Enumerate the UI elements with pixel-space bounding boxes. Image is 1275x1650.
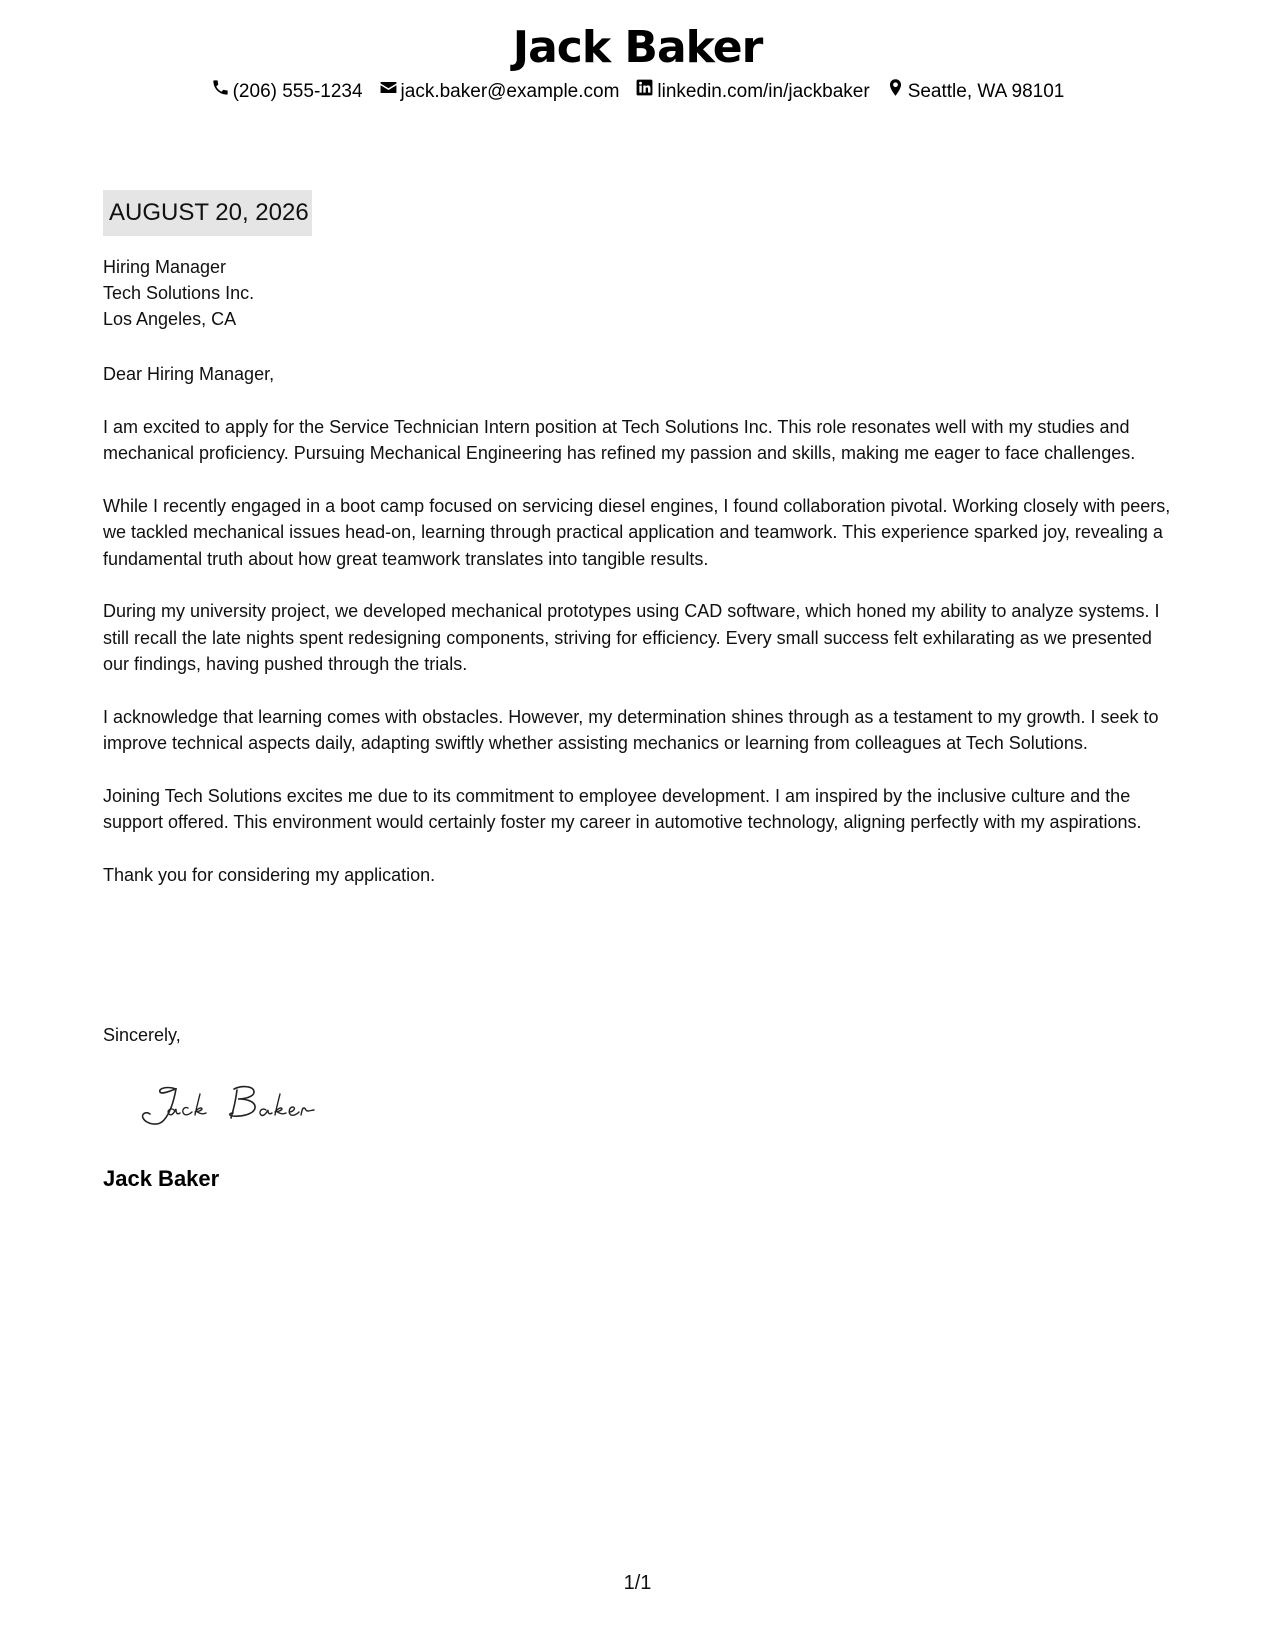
body-paragraph: Joining Tech Solutions excites me due to its commitment to employee development. I am inspired by the inclusive culture and the support offered. This environment would certainly foster my career in automotive technology, aligning perfectly with my aspirations. [103, 785, 1142, 832]
letter-body [103, 361, 1178, 914]
linkedin-text: linkedin.com/in/jackbaker [657, 80, 870, 102]
closing-phrase: Sincerely, [103, 1025, 181, 1045]
recipient-title: Hiring Manager [103, 257, 227, 277]
recipient-company: Tech Solutions Inc. [103, 283, 255, 303]
thank-you-line: Thank you for considering my application. [103, 864, 436, 885]
envelope-icon [379, 78, 401, 105]
phone-icon [211, 78, 233, 105]
recipient-block [103, 254, 254, 332]
contact-linkedin [635, 78, 869, 105]
contact-email [379, 78, 620, 105]
body-paragraph: While I recently engaged in a boot camp focused on servicing diesel engines, I found collaboration pivotal. Working closely with peers, we tackled mechanical issues head-on, learning through practical application and teamwork. This experience sparked joy, revealing a fundamental truth about how great teamwork translates into tangible results. [103, 495, 1171, 569]
signer-name: Jack Baker [103, 1166, 220, 1191]
handwritten-signature [138, 1080, 328, 1130]
email-text: jack.baker@example.com [400, 80, 620, 102]
body-paragraph: I acknowledge that learning comes with obstacles. However, my determination shines through as a testament to my growth. I seek to improve technical aspects daily, adapting swiftly whether assisting mechanics or learning from colleagues at Tech Solutions. [103, 706, 1159, 753]
salutation: Dear Hiring Manager, [103, 364, 275, 384]
contact-info-bar [0, 78, 1275, 105]
contact-location [886, 78, 1065, 105]
contact-phone [211, 78, 363, 105]
page-number: 1/1 [623, 1572, 652, 1594]
body-paragraph: I am excited to apply for the Service Technician Intern position at Tech Solutions Inc. This role resonates well with my studies and mechanical proficiency. Pursuing Mechanical Engineering has refined my passion and skills, making me eager to face challenges. [103, 416, 1136, 463]
map-pin-icon [886, 78, 908, 105]
recipient-location: Los Angeles, CA [103, 309, 237, 329]
body-paragraph: During my university project, we developed mechanical prototypes using CAD software, which honed my ability to analyze systems. I still recall the late nights spent redesigning components, striving for efficiency. Every small success felt exhilarating as we presented our findings, having pushed through the trials. [103, 601, 1160, 674]
applicant-name-heading: Jack Baker [512, 22, 763, 73]
location-text: Seattle, WA 98101 [907, 80, 1065, 102]
phone-text: (206) 555-1234 [232, 80, 363, 102]
letter-date: AUGUST 20, 2026 [103, 190, 312, 236]
linkedin-icon [635, 78, 657, 105]
